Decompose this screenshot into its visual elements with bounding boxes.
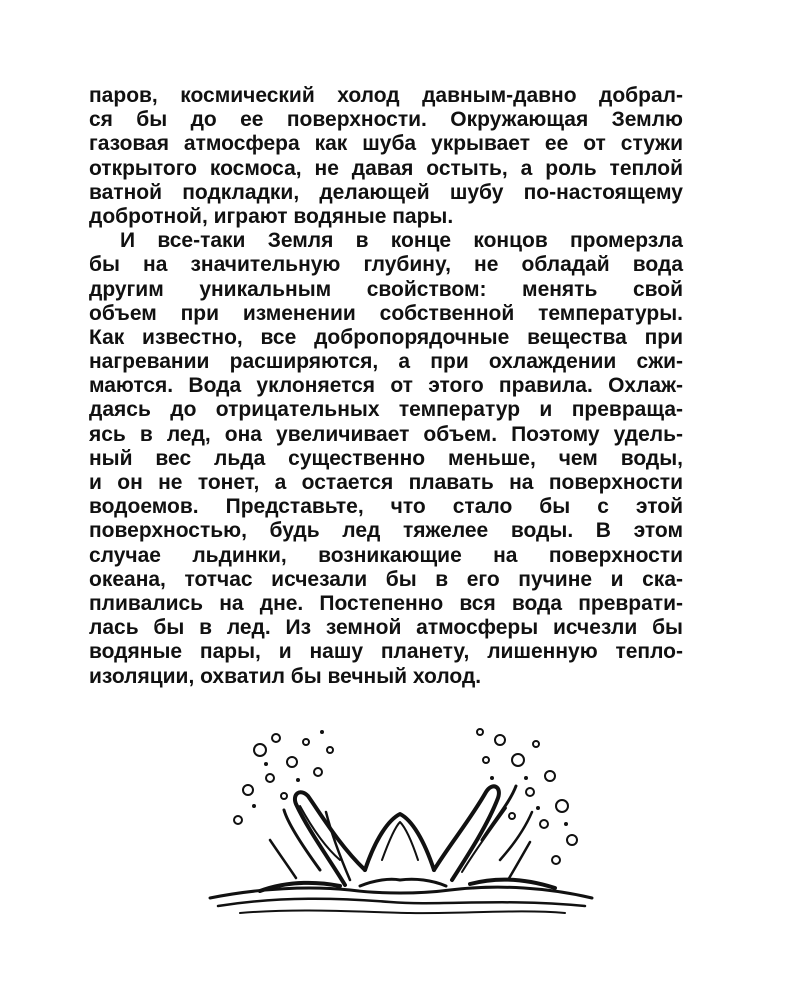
text-line: пливались на дне. Постепенно вся вода преврати- [89,591,683,615]
text-line: ся бы до ее поверхности. Окружающая Землю [89,108,683,132]
body-text [89,84,683,689]
text-line: океана, тотчас исчезали бы в его пучине и ска- [89,567,683,591]
text-line: ный вес льда существенно меньше, чем воды, [89,446,683,470]
text-line: бы на значительную глубину, не обладай вода [89,253,683,277]
text-line: водоемов. Представьте, что стало бы с этой [89,495,683,519]
text-line: нагревании расширяются, а при охлаждении сжи- [89,350,683,374]
text-line: объем при изменении собственной температуры. [89,301,683,325]
text-line: и он не тонет, а остается плавать на поверхности [89,471,683,494]
text-line: другим уникальным свойством: менять свой [89,277,683,301]
text-line: даясь до отрицательных температур и превраща- [89,398,683,422]
text-line: водяные пары, и нашу планету, лишенную тепло- [89,640,683,664]
text-line: Как известно, все добропорядочные вещества при [89,325,683,349]
text-line: поверхностью, будь лед тяжелее воды. В этом [89,519,683,543]
text-line: ватной подкладки, делающей шубу по-настоящему [89,180,683,204]
text-line: изоляции, охватил бы вечный холод. [89,664,482,688]
text-line: паров, космический холод давным-давно добрал- [89,84,683,107]
text-line: добротной, играют водяные пары. [89,204,454,228]
text-line: газовая атмосфера как шуба укрывает ее от стужи [89,132,683,156]
water-splash-illustration [200,720,600,920]
text-line: открытого космоса, не давая остыть, а роль теплой [89,156,683,180]
text-line: лась бы в лед. Из земной атмосферы исчезли бы [89,616,683,640]
text-line: случае льдинки, возникающие на поверхности [89,543,683,567]
text-line: ясь в лед, она увеличивает объем. Поэтому удель- [89,422,683,446]
text-line: маются. Вода уклоняется от этого правила. Охлаж- [89,374,683,398]
text-line: И все-таки Земля в конце концов промерзла [120,229,683,253]
